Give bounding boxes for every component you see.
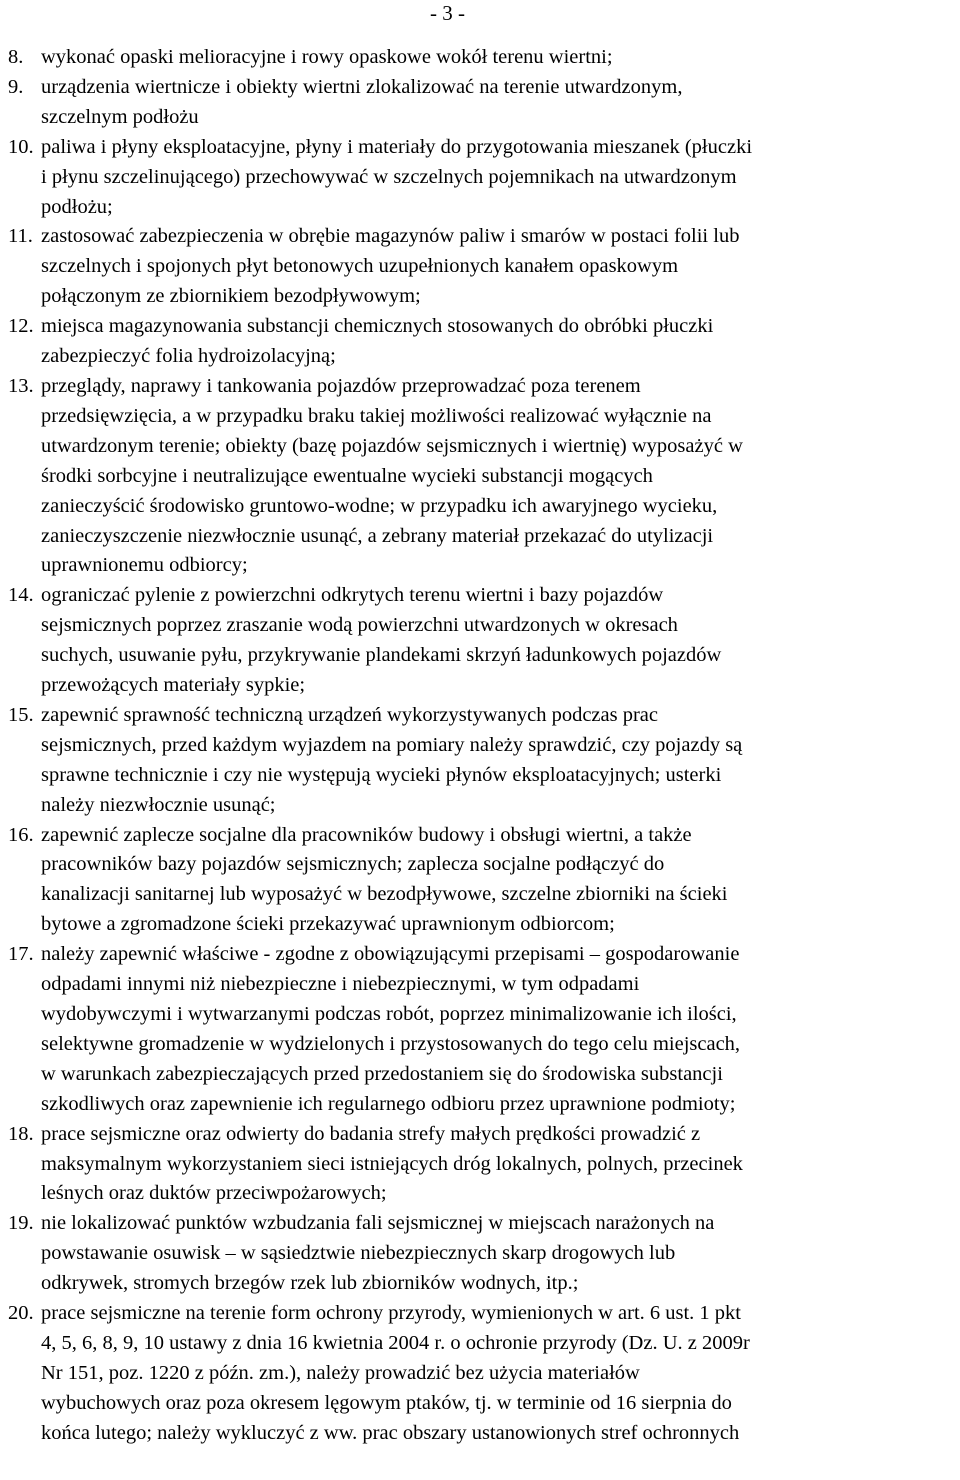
text-line: odpadami innymi niż niebezpieczne i niebezpiecznymi, w tym odpadami (41, 973, 640, 996)
list-item-number: 18. (8, 1122, 34, 1145)
list-item-text (41, 581, 948, 701)
text-line: szkodliwych oraz zapewnienie ich regularnego odbioru przez uprawnione podmioty; (41, 1092, 736, 1115)
list-item-text (41, 1299, 948, 1449)
list-item-text (41, 43, 948, 73)
text-line: kanalizacji sanitarnej lub wyposażyć w bezodpływowe, szczelne zbiorniki na ścieki (41, 883, 728, 906)
text-line: paliwa i płyny eksploatacyjne, płyny i materiały do przygotowania mieszanek (płuczki (41, 135, 753, 158)
text-line: wydobywczymi i wytwarzanymi podczas robót, poprzez minimalizowanie ich ilości, (41, 1003, 737, 1025)
page-number: - 3 - (430, 1, 465, 25)
text-line: szczelnym podłożu (41, 105, 199, 128)
text-line: należy zapewnić właściwe - zgodne z obowiązującymi przepisami – gospodarowanie (41, 943, 740, 966)
text-line: wykonać opaski melioracyjne i rowy opaskowe wokół terenu wiertni; (41, 46, 613, 68)
list-item-number: 8. (8, 46, 24, 68)
list-item-text (41, 940, 948, 1119)
text-line: należy niezwłocznie usunąć; (41, 793, 276, 816)
list-item (0, 940, 960, 1119)
list-item (0, 1299, 960, 1449)
list-item-text (41, 372, 948, 581)
list-item (0, 222, 960, 312)
list-item-number: 17. (8, 943, 34, 966)
text-line: wybuchowych oraz poza okresem lęgowym ptaków, tj. w terminie od 16 sierpnia do (41, 1391, 732, 1414)
text-line: odkrywek, stromych brzegów rzek lub zbiorników wodnych, itp.; (41, 1272, 579, 1295)
text-line: prace sejsmiczne na terenie form ochrony przyrody, wymienionych w art. 6 ust. 1 pkt (41, 1302, 742, 1325)
text-line: podłożu; (41, 195, 113, 218)
list-item-text (41, 1209, 948, 1299)
list-item (0, 312, 960, 372)
text-line: powstawanie osuwisk – w sąsiedztwie niebezpiecznych skarp drogowych lub (41, 1242, 676, 1265)
list-item-number: 20. (8, 1302, 34, 1325)
text-line: przedsięwzięcia, a w przypadku braku takiej możliwości realizować wyłącznie na (41, 404, 712, 427)
text-line: przewożących materiały sypkie; (41, 674, 306, 697)
text-line: leśnych oraz duktów przeciwpożarowych; (41, 1182, 387, 1205)
text-line: nie lokalizować punktów wzbudzania fali sejsmicznej w miejscach narażonych na (41, 1212, 715, 1235)
list-item (0, 1120, 960, 1210)
list-item (0, 701, 960, 821)
text-line: i płynu szczelinującego) przechowywać w szczelnych pojemnikach na utwardzonym (41, 165, 737, 188)
text-line: przeglądy, naprawy i tankowania pojazdów przeprowadzać poza terenem (41, 374, 641, 397)
text-line: zanieczyścić środowisko gruntowo-wodne; w przypadku ich awaryjnego wycieku, (41, 494, 718, 517)
list-item-number: 10. (8, 135, 34, 158)
text-line: suchych, usuwanie pyłu, przykrywanie plandekami skrzyń ładunkowych pojazdów (41, 644, 722, 667)
text-line: prace sejsmiczne oraz odwierty do badania strefy małych prędkości prowadzić z (41, 1122, 701, 1145)
list-item-text (41, 1120, 948, 1210)
list-item (0, 1209, 960, 1299)
list-item (0, 821, 960, 941)
text-line: sejsmicznych poprzez zraszanie wodą powierzchni utwardzonych w okresach (41, 614, 678, 637)
text-line: zapewnić sprawność techniczną urządzeń wykorzystywanych podczas prac (41, 703, 658, 726)
text-line: urządzenia wiertnicze i obiekty wiertni zlokalizować na terenie utwardzonym, (41, 75, 683, 98)
text-line: zastosować zabezpieczenia w obrębie magazynów paliw i smarów w postaci folii lub (41, 225, 740, 248)
text-line: środki sorbcyjne i neutralizujące ewentualne wycieki substancji mogących (41, 464, 653, 487)
text-line: uprawnionemu odbiorcy; (41, 554, 248, 577)
list-item-text (41, 821, 948, 941)
text-line: selektywne gromadzenie w wydzielonych i przystosowanych do tego celu miejscach, (41, 1032, 741, 1055)
list-item (0, 133, 960, 223)
text-line: w warunkach zabezpieczających przed przedostaniem się do środowiska substancji (41, 1062, 723, 1085)
list-item-number: 13. (8, 374, 34, 397)
list-item-text (41, 222, 948, 312)
list-item-text (41, 73, 948, 133)
text-line: końca lutego; należy wykluczyć z ww. prac obszary ustanowionych stref ochronnych (41, 1421, 740, 1444)
list-item-number: 12. (8, 315, 34, 338)
text-line: sejsmicznych, przed każdym wyjazdem na pomiary należy sprawdzić, czy pojazdy są (41, 733, 743, 756)
list-item-number: 16. (8, 823, 34, 846)
list-item-number: 11. (8, 225, 33, 248)
list-item-text (41, 133, 948, 223)
text-line: bytowe a zgromadzone ścieki przekazywać uprawnionym odbiorcom; (41, 913, 615, 936)
text-line: zapewnić zaplecze socjalne dla pracowników budowy i obsługi wiertni, a także (41, 823, 692, 846)
text-line: utwardzonym terenie; obiekty (bazę pojazdów sejsmicznych i wiertnię) wyposażyć w (41, 434, 743, 457)
conditions-list (0, 43, 960, 1449)
list-item (0, 372, 960, 581)
list-item-number: 9. (8, 75, 24, 98)
text-line: sprawne technicznie i czy nie występują wycieki płynów eksploatacyjnych; usterki (41, 763, 722, 786)
text-line: maksymalnym wykorzystaniem sieci istniejących dróg lokalnych, polnych, przecinek (41, 1152, 743, 1175)
text-line: ograniczać pylenie z powierzchni odkrytych terenu wiertni i bazy pojazdów (41, 584, 664, 607)
list-item (0, 581, 960, 701)
text-line: połączonym ze zbiornikiem bezodpływowym; (41, 285, 421, 308)
text-line: pracowników bazy pojazdów sejsmicznych; zaplecza socjalne podłączyć do (41, 853, 665, 876)
list-item (0, 73, 960, 133)
text-line: zanieczyszczenie niezwłocznie usunąć, a zebrany materiał przekazać do utylizacji (41, 524, 714, 547)
list-item-text (41, 312, 948, 372)
text-line: miejsca magazynowania substancji chemicznych stosowanych do obróbki płuczki (41, 315, 714, 338)
list-item-text (41, 701, 948, 821)
list-item-number: 14. (8, 584, 34, 607)
list-item-number: 15. (8, 703, 34, 726)
text-line: szczelnych i spojonych płyt betonowych uzupełnionych kanałem opaskowym (41, 255, 679, 278)
text-line: Nr 151, poz. 1220 z późn. zm.), należy prowadzić bez użycia materiałów (41, 1361, 640, 1384)
text-line: 4, 5, 6, 8, 9, 10 ustawy z dnia 16 kwietnia 2004 r. o ochronie przyrody (Dz. U. z 2009r (41, 1331, 750, 1354)
list-item-number: 19. (8, 1212, 34, 1235)
list-item (0, 43, 960, 73)
text-line: zabezpieczyć folia hydroizolacyjną; (41, 345, 336, 368)
